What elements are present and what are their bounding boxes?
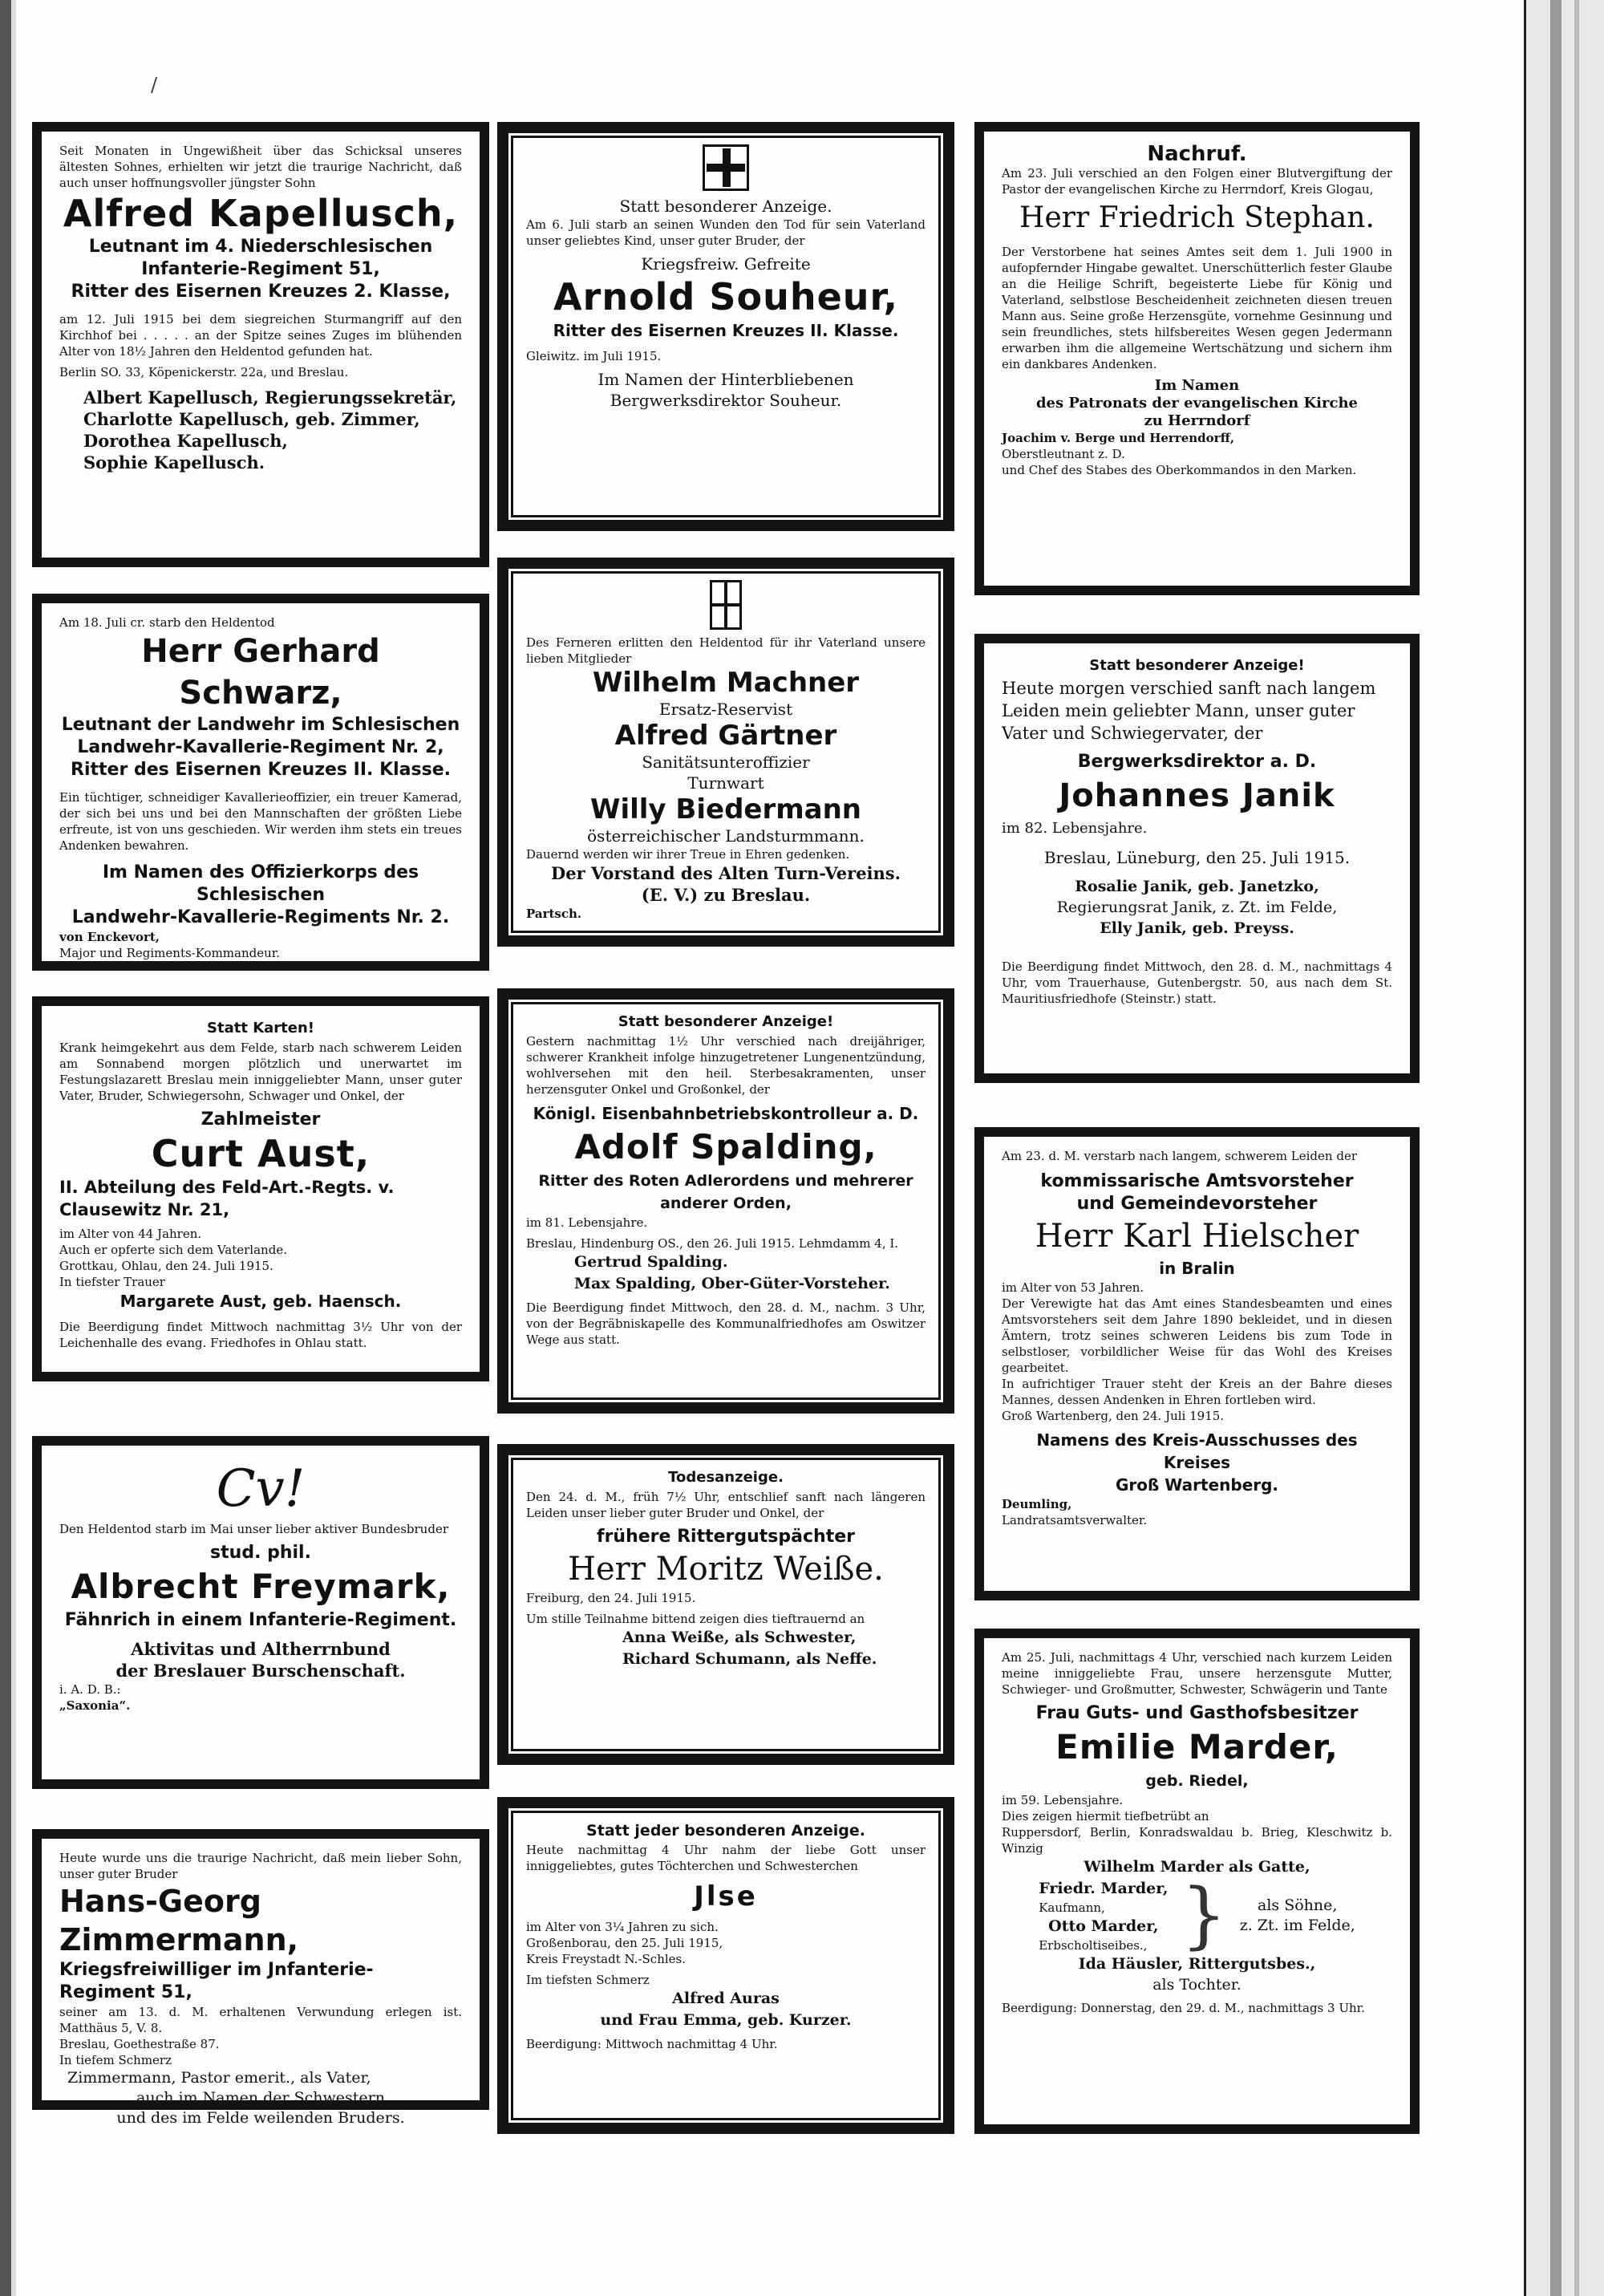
notice-rank: Sanitätsunteroffizier bbox=[642, 752, 810, 772]
notice-text: Am 25. Juli, nachmittags 4 Uhr, verschied nach kurzem Leiden meine inniggeliebte Frau, unsere herzensgute Mutter, Schwieger- und Großmutter, Schwester, Schwägerin und Tante bbox=[1002, 1650, 1392, 1697]
notice-text: Gestern nachmittag 1½ Uhr verschied nach dreijähriger, schwerer Krankheit infolge hinzugetretener Lungenentzündung, wohlversehen mit den heil. Sterbesakramenten, unser herzensguter Onkel und Großonkel, der bbox=[526, 1034, 926, 1097]
notice-funeral: Die Beerdigung findet Mittwoch nachmittag 3½ Uhr von der Leichenhalle des evang. Friedhofes in Ohlau statt. bbox=[59, 1320, 462, 1350]
notice-head: Statt jeder besonderen Anzeige. bbox=[586, 1822, 865, 1840]
notice-born: geb. Riedel, bbox=[1145, 1772, 1249, 1790]
brace-icon: } bbox=[1181, 1873, 1227, 1957]
notice-intro: Am 23. d. M. verstarb nach langem, schwerem Leiden der bbox=[1002, 1149, 1357, 1163]
notice-turnverein bbox=[497, 558, 954, 947]
notice-signature: Kaufmann, bbox=[1039, 1900, 1105, 1915]
notice-rank: Kriegsfreiwilliger im Jnfanterie-Regiment 51, bbox=[59, 1960, 374, 2002]
notice-rank: Zahlmeister bbox=[200, 1109, 321, 1130]
notice-rank: österreichischer Landsturmmann. bbox=[587, 826, 865, 846]
notice-head: Statt besonderer Anzeige. bbox=[619, 197, 832, 216]
notice-order: Ritter des Roten Adlerordens und mehrerer bbox=[538, 1172, 913, 1190]
notice-intro: Den Heldentod starb im Mai unser lieber aktiver Bundesbruder bbox=[59, 1522, 448, 1536]
notice-intro: Heute wurde uns die traurige Nachricht, daß mein lieber Sohn, unser guter Bruder bbox=[59, 1851, 462, 1881]
notice-order: Ritter des Eisernen Kreuzes II. Klasse. bbox=[553, 321, 899, 340]
notice-aust bbox=[32, 996, 489, 1381]
notice-name: Johannes Janik bbox=[1059, 777, 1335, 814]
notice-signature: Rosalie Janik, geb. Janetzko, bbox=[1075, 878, 1319, 895]
notice-rank: frühere Rittergutspächter bbox=[597, 1527, 855, 1547]
notice-signature: Landratsamtsverwalter. bbox=[1002, 1513, 1148, 1527]
notice-rank: Kriegsfreiw. Gefreite bbox=[641, 254, 811, 274]
notice-signature: auch im Namen der Schwestern bbox=[136, 2089, 385, 2107]
notice-janik bbox=[974, 634, 1420, 1083]
notice-stephan bbox=[974, 122, 1420, 595]
notice-head: Statt besonderer Anzeige! bbox=[1089, 657, 1305, 674]
notice-signature: „Saxonia“. bbox=[59, 1698, 131, 1713]
notice-intro: Des Ferneren erlitten den Heldentod für ihr Vaterland unsere lieben Mitglieder bbox=[526, 635, 926, 666]
notice-mourn: In tiefem Schmerz bbox=[59, 2053, 172, 2067]
notice-schwarz bbox=[32, 594, 489, 971]
notice-rank: und Gemeindevorsteher bbox=[1076, 1194, 1318, 1214]
sons-role bbox=[1240, 1896, 1355, 1936]
notice-text: Krank heimgekehrt aus dem Felde, starb nach schwerem Leiden am Sonnabend morgen plötzlich und unerwartet im Festungslazarett Breslau mein inniggeliebter Mann, unser guter Vater, Bruder, Schwiegersohn, Schwager und Onkel, der bbox=[59, 1041, 462, 1103]
notice-order: Ritter des Eisernen Kreuzes 2. Klasse, bbox=[71, 282, 451, 302]
notice-name: Adolf Spalding, bbox=[574, 1127, 877, 1166]
notice-rank: Leutnant der Landwehr im Schlesischen bbox=[61, 715, 460, 735]
notice-signature: Wilhelm Marder als Gatte, bbox=[1084, 1858, 1310, 1876]
notice-signature: und des im Felde weilenden Bruders. bbox=[116, 2109, 405, 2127]
notice-place: Freiburg, den 24. Juli 1915. bbox=[526, 1591, 696, 1605]
notice-name: Arnold Souheur, bbox=[553, 275, 898, 318]
notice-place: Berlin SO. 33, Köpenickerstr. 22a, und Breslau. bbox=[59, 365, 349, 379]
notice-text: Den 24. d. M., früh 7½ Uhr, entschlief sanft nach längeren Leiden unser lieber guter Bruder und Onkel, der bbox=[526, 1490, 926, 1520]
notice-footer: Namens des Kreis-Ausschusses des Kreises bbox=[1036, 1430, 1358, 1472]
notice-funeral: Die Beerdigung findet Mittwoch, den 28. d. M., nachm. 3 Uhr, von der Begräbniskapelle des Kommunalfriedhofes am Oswitzer Wege aus statt. bbox=[526, 1300, 926, 1347]
page-mark: / bbox=[151, 74, 158, 96]
iron-cross-icon bbox=[703, 144, 749, 191]
notice-text: am 12. Juli 1915 bei dem siegreichen Sturmangriff auf den Kirchhof bei . . . . . an der Spitze seines Zuges im blühenden Alter von 18½ Jahren den Heldentod gefunden hat. bbox=[59, 312, 462, 359]
page-edge-right bbox=[1524, 0, 1604, 2296]
notice-name: Curt Aust, bbox=[151, 1132, 371, 1175]
notice-name: Willy Biedermann bbox=[589, 793, 862, 826]
notice-signature: Otto Marder, bbox=[1048, 1917, 1159, 1935]
notice-rank: Turnwart bbox=[687, 773, 764, 793]
notice-text: Am 6. Juli starb an seinen Wunden den Tod für sein Vaterland unser geliebtes Kind, unser guter Bruder, der bbox=[526, 217, 926, 248]
notice-place: Grottkau, Ohlau, den 24. Juli 1915. bbox=[59, 1259, 273, 1273]
notice-mourn: Im tiefsten Schmerz bbox=[526, 1973, 650, 1987]
notice-place: in Bralin bbox=[1159, 1259, 1235, 1278]
notice-rank: Bergwerksdirektor a. D. bbox=[1077, 752, 1317, 772]
notice-signature: Dorothea Kapellusch, bbox=[83, 431, 288, 451]
notice-text: In aufrichtiger Trauer steht der Kreis an der Bahre dieses Mannes, dessen Andenken in Ehren fortleben wird. bbox=[1002, 1377, 1392, 1407]
notice-signature: Richard Schumann, als Neffe. bbox=[622, 1650, 877, 1668]
notice-signature: Friedr. Marder, bbox=[1039, 1880, 1169, 1897]
notice-footer: Im Namen bbox=[1154, 377, 1240, 394]
notice-signature: Aktivitas und Altherrnbund bbox=[131, 1639, 391, 1659]
notice-signature: der Breslauer Burschenschaft. bbox=[115, 1661, 406, 1681]
page-edge-left bbox=[0, 0, 11, 2296]
turner-cross-icon bbox=[710, 580, 742, 630]
notice-signature: Alfred Auras bbox=[672, 1990, 780, 2007]
notice-signature: von Enckevort, bbox=[59, 930, 160, 944]
notice-place: Gleiwitz. im Juli 1915. bbox=[526, 349, 662, 363]
notice-role: als Söhne, bbox=[1258, 1896, 1338, 1914]
notice-place: Breslau, Goethestraße 87. bbox=[59, 2037, 220, 2051]
notice-text: Ein tüchtiger, schneidiger Kavallerieoffizier, ein treuer Kamerad, der sich bei uns und bei den Mannschaften der größten Liebe erfreute, ist von uns geschieden. Wir werden ihm stets ein treues Andenken bewahren. bbox=[59, 790, 462, 853]
notice-order: Ritter des Eisernen Kreuzes II. Klasse. bbox=[71, 760, 451, 780]
notice-signature: Gertrud Spalding. bbox=[574, 1253, 728, 1271]
notice-signature: als Tochter. bbox=[1152, 1976, 1241, 1994]
notice-name: Herr Moritz Weiße. bbox=[568, 1551, 884, 1588]
notice-rank: Königl. Eisenbahnbetriebskontrolleur a. D. bbox=[533, 1104, 919, 1123]
circle-mark-icon: Cv! bbox=[216, 1459, 306, 1519]
notice-head: Nachruf. bbox=[1147, 142, 1247, 166]
notice-text: Am 23. Juli verschied an den Folgen einer Blutvergiftung der Pastor der evangelischen Kirche zu Herrndorf, Kreis Glogau, bbox=[1002, 166, 1392, 197]
notice-place: Breslau, Hindenburg OS., den 26. Juli 1915. Lehmdamm 4, I. bbox=[526, 1236, 899, 1251]
notice-name: Jlse bbox=[694, 1880, 758, 1913]
notice-footer: zu Herrndorf bbox=[1144, 412, 1250, 429]
notice-signature: Max Spalding, Ober-Güter-Vorsteher. bbox=[574, 1275, 890, 1292]
notice-text: Heute nachmittag 4 Uhr nahm der liebe Gott unser inniggeliebtes, gutes Töchterchen und Schwesterchen bbox=[526, 1843, 926, 1873]
page-edge-shadow bbox=[11, 0, 16, 2296]
notice-intro: Am 18. Juli cr. starb den Heldentod bbox=[59, 615, 275, 630]
notice-signature: Deumling, bbox=[1002, 1497, 1072, 1511]
notice-signature: Anna Weiße, als Schwester, bbox=[622, 1629, 857, 1646]
notice-funeral: Beerdigung: Mittwoch nachmittag 4 Uhr. bbox=[526, 2037, 778, 2051]
notice-footer: Landwehr-Kavallerie-Regiments Nr. 2. bbox=[71, 907, 450, 927]
notice-head: Statt besonderer Anzeige! bbox=[618, 1013, 834, 1030]
notice-signature: i. A. D. B.: bbox=[59, 1682, 121, 1697]
notice-hielscher bbox=[974, 1127, 1420, 1600]
notice-signature: und Chef des Stabes des Oberkommandos in den Marken. bbox=[1002, 463, 1357, 477]
notice-text: Auch er opferte sich dem Vaterlande. bbox=[59, 1243, 287, 1257]
notice-signature: Erbscholtiseibes., bbox=[1039, 1938, 1148, 1953]
notice-signature: und Frau Emma, geb. Kurzer. bbox=[600, 2011, 852, 2029]
notice-signature: Margarete Aust, geb. Haensch. bbox=[119, 1292, 402, 1311]
notice-head: Statt Karten! bbox=[207, 1020, 314, 1036]
notice-signature: Der Vorstand des Alten Turn-Vereins. bbox=[551, 863, 901, 883]
notice-place: Breslau, Lüneburg, den 25. Juli 1915. bbox=[1043, 848, 1351, 867]
notice-signature: Oberstleutnant z. D. bbox=[1002, 447, 1125, 461]
notice-age: im Alter von 3¼ Jahren zu sich. bbox=[526, 1920, 719, 1934]
notice-order: anderer Orden, bbox=[660, 1195, 792, 1212]
notice-footer: Groß Wartenberg. bbox=[1115, 1475, 1279, 1495]
notice-signature: Partsch. bbox=[526, 907, 582, 921]
notice-signature: (E. V.) zu Breslau. bbox=[641, 885, 811, 905]
notice-signature: Zimmermann, Pastor emerit., als Vater, bbox=[67, 2069, 371, 2087]
notice-rank: Landwehr-Kavallerie-Regiment Nr. 2, bbox=[77, 737, 444, 757]
notice-text: Dauernd werden wir ihrer Treue in Ehren gedenken. bbox=[526, 847, 850, 862]
notice-rank: Ersatz-Reservist bbox=[658, 700, 793, 719]
notice-funeral: Die Beerdigung findet Mittwoch, den 28. d. M., nachmittags 4 Uhr, vom Trauerhause, Gutenbergstr. 50, aus nach dem St. Mauritiusfriedhofe (Steinstr.) statt. bbox=[1002, 959, 1392, 1006]
notice-footer: Im Namen der Hinterbliebenen bbox=[597, 370, 854, 389]
notice-name: Herr Gerhard Schwarz, bbox=[141, 633, 380, 712]
notice-name: Emilie Marder, bbox=[1055, 1727, 1339, 1767]
notice-age: im 81. Lebensjahre. bbox=[526, 1215, 648, 1230]
notice-marder bbox=[974, 1629, 1420, 2134]
sons-names bbox=[1039, 1878, 1168, 1953]
notice-signature: Bergwerksdirektor Souheur. bbox=[610, 391, 842, 410]
notice-text: Der Verstorbene hat seines Amtes seit dem 1. Juli 1900 in aufopfernder Hingabe gewaltet. Unerschütterlich fester Glaube an die Heilige Schrift, begeisterte Liebe für König und Vaterland, selbstlose Bescheidenheit zeichneten diesen treuen Mann aus. Seine große Herzensgüte, vornehme Gesinnung und sein freundliches, stets hilfsbereites Wesen gegen Jedermann erwarben ihm die allgemeine Wertschätzung und sichern ihm ein dankbares Andenken. bbox=[1002, 245, 1392, 371]
notice-rank: Frau Guts- und Gasthofsbesitzer bbox=[1035, 1703, 1359, 1723]
notice-funeral: Beerdigung: Donnerstag, den 29. d. M., nachmittags 3 Uhr. bbox=[1002, 2001, 1365, 2015]
notice-signature: Ida Häusler, Rittergutsbes., bbox=[1078, 1955, 1316, 1973]
notice-age: im Alter von 44 Jahren. bbox=[59, 1227, 202, 1241]
notice-rank: Leutnant im 4. Niederschlesischen Infanterie-Regiment 51, bbox=[88, 237, 433, 279]
notice-signature: Regierungsrat Janik, z. Zt. im Felde, bbox=[1056, 899, 1338, 916]
notice-place: Großenborau, den 25. Juli 1915, bbox=[526, 1936, 723, 1950]
notice-age: im 82. Lebensjahre. bbox=[1002, 820, 1148, 837]
notice-place: Kreis Freystadt N.-Schles. bbox=[526, 1952, 686, 1966]
notice-ilse bbox=[497, 1797, 954, 2134]
notice-place: Ruppersdorf, Berlin, Konradswaldau b. Brieg, Kleschwitz b. Winzig bbox=[1002, 1825, 1392, 1856]
notice-mourn: In tiefster Trauer bbox=[59, 1275, 165, 1289]
notice-rank: kommissarische Amtsvorsteher bbox=[1040, 1171, 1354, 1191]
notice-role: z. Zt. im Felde, bbox=[1239, 1917, 1355, 1934]
notice-name: Wilhelm Machner bbox=[592, 667, 860, 699]
notice-intro: Seit Monaten in Ungewißheit über das Schicksal unseres ältesten Sohnes, erhielten wir jetzt die traurige Nachricht, daß auch unser hoffnungsvoller jüngster Sohn bbox=[59, 144, 462, 190]
notice-name: Herr Friedrich Stephan. bbox=[1019, 201, 1375, 234]
notice-name: Alfred Gärtner bbox=[614, 720, 837, 752]
notice-text: Um stille Teilnahme bittend zeigen dies tieftrauernd an bbox=[526, 1612, 865, 1626]
notice-place: Groß Wartenberg, den 24. Juli 1915. bbox=[1002, 1409, 1225, 1423]
notice-name: Herr Karl Hielscher bbox=[1035, 1218, 1359, 1255]
notice-signature: Elly Janik, geb. Preyss. bbox=[1100, 919, 1294, 937]
notice-signature: Sophie Kapellusch. bbox=[83, 452, 265, 473]
notice-head: Todesanzeige. bbox=[668, 1469, 784, 1486]
notice-name: Albrecht Freymark, bbox=[71, 1567, 451, 1606]
notice-name: Alfred Kapellusch, bbox=[63, 192, 459, 235]
notice-age: im 59. Lebensjahre. bbox=[1002, 1793, 1124, 1807]
notice-signature: Albert Kapellusch, Regierungssekretär, bbox=[83, 387, 457, 408]
notice-mourn: Dies zeigen hiermit tiefbetrübt an bbox=[1002, 1809, 1209, 1823]
notice-text: Heute morgen verschied sanft nach langem Leiden mein geliebter Mann, unser guter Vater und Schwiegervater, der bbox=[1002, 679, 1376, 743]
notice-souheur bbox=[497, 122, 954, 531]
notice-title: stud. phil. bbox=[210, 1543, 311, 1563]
notice-unit: II. Abteilung des Feld-Art.-Regts. v. Clausewitz Nr. 21, bbox=[59, 1178, 395, 1219]
notice-signature: Joachim v. Berge und Herrendorff, bbox=[1002, 431, 1235, 445]
notice-rank: Fähnrich in einem Infanterie-Regiment. bbox=[64, 1610, 457, 1630]
notice-age: im Alter von 53 Jahren. bbox=[1002, 1280, 1144, 1295]
notice-signature: Charlotte Kapellusch, geb. Zimmer, bbox=[83, 409, 420, 429]
notice-footer: des Patronats der evangelischen Kirche bbox=[1035, 395, 1359, 412]
notice-signature: Major und Regiments-Kommandeur. bbox=[59, 946, 281, 960]
notice-name: Hans-Georg Zimmermann, bbox=[59, 1884, 299, 1957]
notice-freymark bbox=[32, 1436, 489, 1789]
notice-footer: Im Namen des Offizierkorps des Schlesischen bbox=[102, 862, 419, 905]
sons-group bbox=[1002, 1873, 1392, 1957]
notice-text: Der Verewigte hat das Amt eines Standesbeamten und eines Amtsvorstehers seit dem Jahre 1890 bekleidet, und in diesen Ämtern, trotz seines schweren Leidens bis zum Tode in selbstloser, vorbildlicher Weise für das Wohl des Kreises gearbeitet. bbox=[1002, 1296, 1392, 1375]
notice-zimmermann bbox=[32, 1829, 489, 2127]
notice-kapellusch bbox=[32, 122, 489, 567]
notice-spalding bbox=[497, 988, 954, 1414]
notice-text: seiner am 13. d. M. erhaltenen Verwundung erlegen ist. Matthäus 5, V. 8. bbox=[59, 2005, 462, 2035]
notice-weisse bbox=[497, 1444, 954, 1765]
